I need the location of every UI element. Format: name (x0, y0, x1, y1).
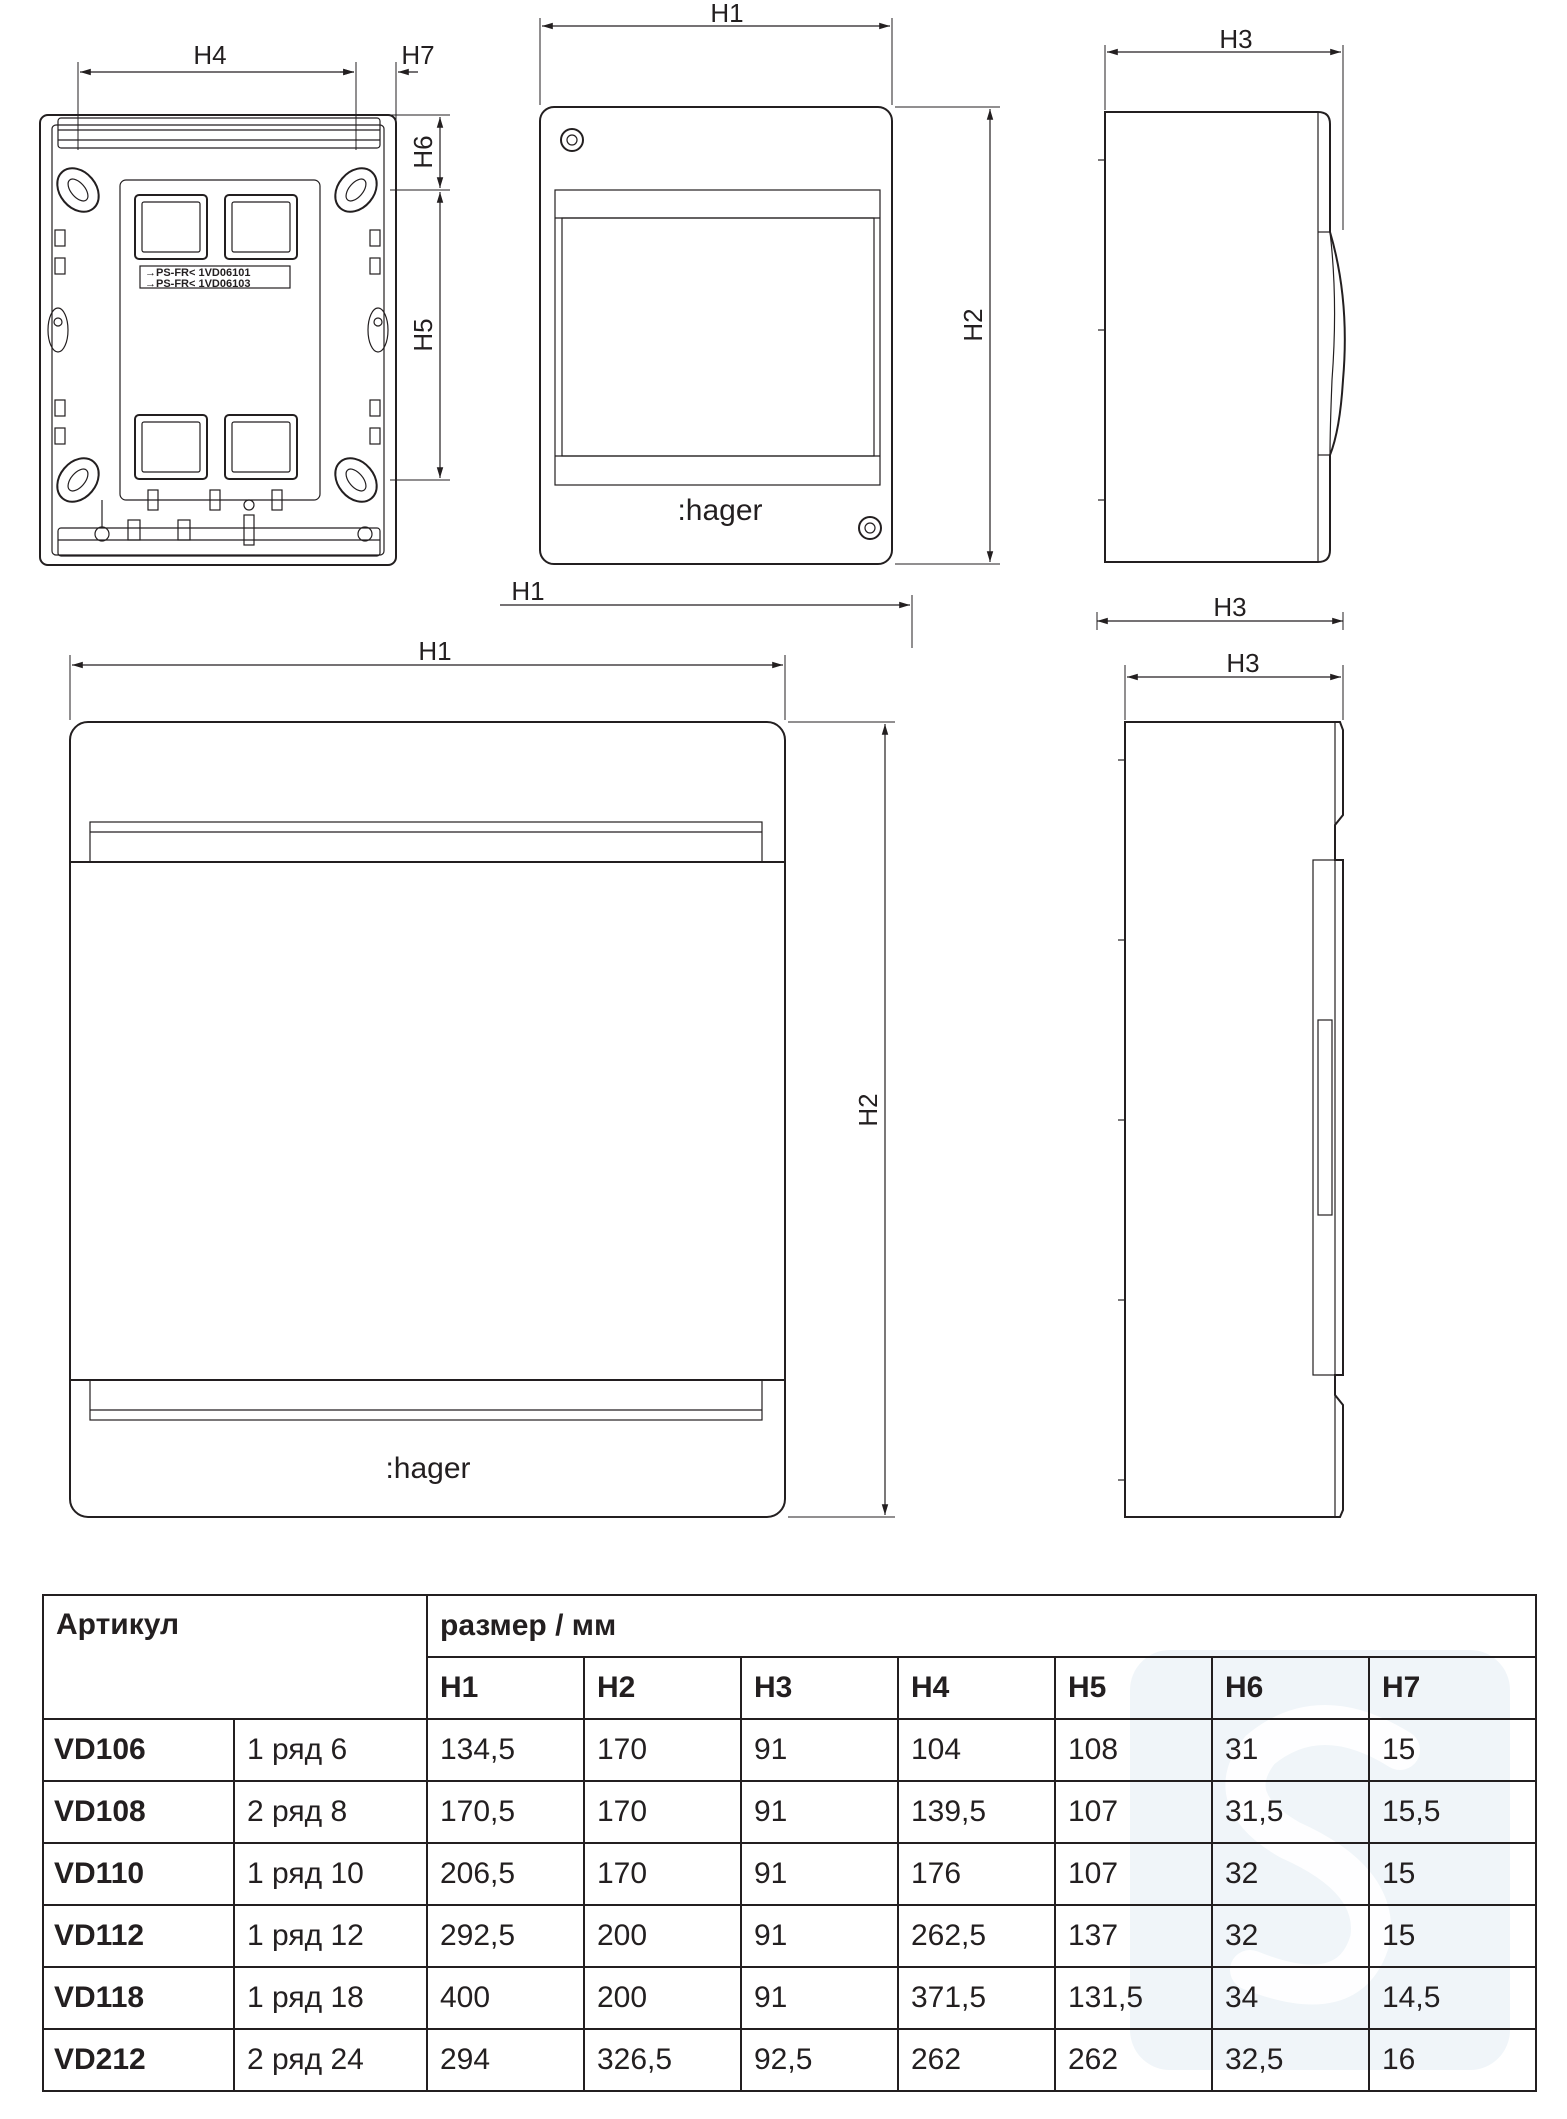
cell-value: 104 (898, 1719, 1055, 1781)
side-view-large (1118, 722, 1343, 1517)
header-h4: H4 (898, 1657, 1055, 1719)
cell-value: 371,5 (898, 1967, 1055, 2029)
cell-value: 292,5 (427, 1905, 584, 1967)
cell-value: 170 (584, 1843, 741, 1905)
header-h7: H7 (1369, 1657, 1536, 1719)
cell-value: 170,5 (427, 1781, 584, 1843)
front-view-small-dimensions (540, 0, 1000, 564)
cell-article: VD106 (43, 1719, 234, 1781)
cell-desc: 2 ряд 8 (234, 1781, 427, 1843)
cell-value: 92,5 (741, 2029, 898, 2091)
cell-desc: 1 ряд 6 (234, 1719, 427, 1781)
cell-article: VD212 (43, 2029, 234, 2091)
cell-value: 107 (1055, 1843, 1212, 1905)
cell-value: 400 (427, 1967, 584, 2029)
dim-h2-label-large: H2 (853, 1093, 883, 1127)
hager-logo-large: :hager (385, 1452, 471, 1485)
cell-value: 34 (1212, 1967, 1369, 2029)
side-view-small-dimensions (1105, 24, 1343, 230)
cell-value: 326,5 (584, 2029, 741, 2091)
cell-value: 91 (741, 1719, 898, 1781)
cell-value: 170 (584, 1719, 741, 1781)
header-h5: H5 (1055, 1657, 1212, 1719)
cell-value: 200 (584, 1905, 741, 1967)
dim-h7-label: H7 (401, 40, 435, 70)
cell-desc: 1 ряд 12 (234, 1905, 427, 1967)
dim-h3-label-top: H3 (1219, 24, 1253, 54)
cell-value: 91 (741, 1781, 898, 1843)
knockout-squares (135, 195, 297, 479)
header-h6: H6 (1212, 1657, 1369, 1719)
mounting-slot-bottom-left (49, 450, 107, 510)
cell-value: 206,5 (427, 1843, 584, 1905)
front-view-small (540, 107, 892, 564)
cell-value: 200 (584, 1967, 741, 2029)
middle-dimensions (500, 576, 1343, 648)
cell-value: 32,5 (1212, 2029, 1369, 2091)
cell-value: 15,5 (1369, 1781, 1536, 1843)
header-size: размер / мм (427, 1595, 1536, 1657)
table-header-row (43, 1595, 1536, 1657)
cell-value: 134,5 (427, 1719, 584, 1781)
cell-value: 107 (1055, 1781, 1212, 1843)
header-h3: H3 (741, 1657, 898, 1719)
mounting-slot-bottom-right (327, 450, 385, 510)
table-row (43, 2029, 1536, 2091)
table-row (43, 1843, 1536, 1905)
cell-value: 31 (1212, 1719, 1369, 1781)
cell-value: 15 (1369, 1905, 1536, 1967)
cell-desc: 1 ряд 10 (234, 1843, 427, 1905)
back-label-line2: →PS-FR< 1VD06103 (145, 278, 251, 290)
header-article: Артикул (43, 1595, 427, 1719)
dim-h3-label-large: H3 (1226, 648, 1260, 678)
dim-h1-label-mid: H1 (511, 576, 545, 606)
cell-value: 170 (584, 1781, 741, 1843)
table-row (43, 1967, 1536, 2029)
hager-logo-small: :hager (677, 494, 763, 527)
cell-value: 262,5 (898, 1905, 1055, 1967)
dim-h1-label-top: H1 (710, 0, 744, 28)
header-h1: H1 (427, 1657, 584, 1719)
cell-value: 15 (1369, 1719, 1536, 1781)
cell-article: VD112 (43, 1905, 234, 1967)
cell-value: 32 (1212, 1905, 1369, 1967)
mounting-slot-top-right (327, 160, 385, 220)
cell-value: 139,5 (898, 1781, 1055, 1843)
cell-value: 14,5 (1369, 1967, 1536, 2029)
cell-value: 91 (741, 1967, 898, 2029)
cell-value: 108 (1055, 1719, 1212, 1781)
dim-h2-label-top: H2 (958, 308, 988, 342)
cell-value: 137 (1055, 1905, 1212, 1967)
cell-value: 91 (741, 1905, 898, 1967)
dim-h3-label-mid: H3 (1213, 592, 1247, 622)
back-label-line1: →PS-FR< 1VD06101 (145, 267, 251, 279)
dim-h1-label-large: H1 (418, 636, 452, 666)
cell-value: 176 (898, 1843, 1055, 1905)
cell-value: 294 (427, 2029, 584, 2091)
cell-value: 91 (741, 1843, 898, 1905)
dimensions-table (42, 1594, 1537, 2092)
door-screw-top (561, 129, 583, 151)
cell-article: VD118 (43, 1967, 234, 2029)
dim-h6-label: H6 (408, 135, 438, 169)
table-row (43, 1781, 1536, 1843)
table-row (43, 1905, 1536, 1967)
cell-article: VD110 (43, 1843, 234, 1905)
table-row (43, 1719, 1536, 1781)
header-h2: H2 (584, 1657, 741, 1719)
cell-desc: 2 ряд 24 (234, 2029, 427, 2091)
cell-value: 32 (1212, 1843, 1369, 1905)
cell-desc: 1 ряд 18 (234, 1967, 427, 2029)
cell-value: 262 (898, 2029, 1055, 2091)
cell-value: 262 (1055, 2029, 1212, 2091)
dim-h4-label: H4 (193, 40, 227, 70)
dim-h5-label: H5 (408, 318, 438, 352)
cell-value: 16 (1369, 2029, 1536, 2091)
cell-article: VD108 (43, 1781, 234, 1843)
door-screw-bottom (859, 517, 881, 539)
front-view-large (70, 722, 785, 1517)
cell-value: 15 (1369, 1843, 1536, 1905)
back-view (40, 115, 396, 565)
side-view-small (1098, 112, 1345, 562)
cell-value: 131,5 (1055, 1967, 1212, 2029)
side-view-large-dimensions (1125, 648, 1343, 720)
mounting-slot-top-left (49, 160, 107, 220)
cell-value: 31,5 (1212, 1781, 1369, 1843)
